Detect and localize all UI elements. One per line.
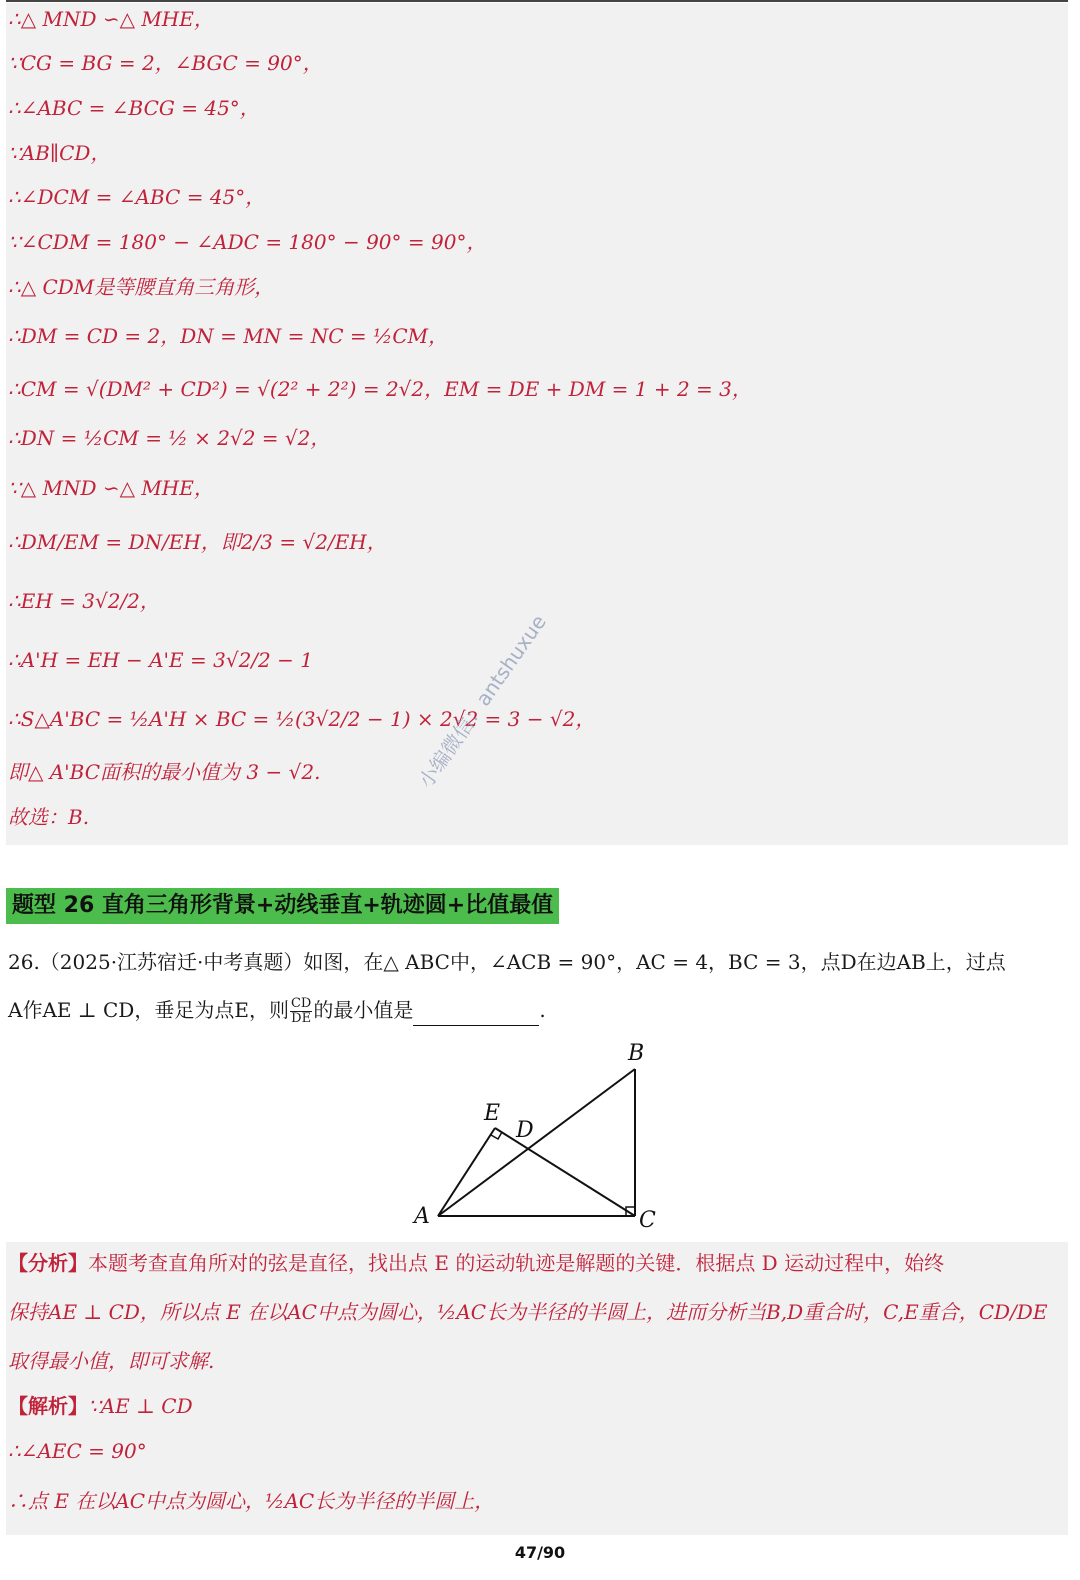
question-end: . bbox=[539, 998, 546, 1022]
question-line-2 bbox=[8, 994, 546, 1026]
section-heading: 题型 26 直角三角形背景+动线垂直+轨迹圆+比值最值 bbox=[6, 888, 559, 924]
solution2-line-2: ∴∠AEC = 90° bbox=[8, 1439, 147, 1463]
frac-num: CD bbox=[290, 996, 312, 1011]
solution-line: 即△ A'BC面积的最小值为 3 − √2. bbox=[8, 760, 321, 784]
solution-line: ∵△ MND ∽△ MHE， bbox=[8, 476, 214, 500]
solution2-line-1 bbox=[8, 1393, 193, 1419]
watermark: 小编微信：antshuxue bbox=[413, 610, 551, 793]
solution-line: ∴DN = ½CM = ½ × 2√2 = √2， bbox=[8, 426, 331, 450]
solution-line: ∵CG = BG = 2，∠BGC = 90°， bbox=[8, 51, 323, 75]
top-rule bbox=[6, 0, 1068, 2]
solution-line: ∴∠DCM = ∠ABC = 45°， bbox=[8, 185, 266, 209]
analysis-tag: 【分析】 bbox=[8, 1251, 88, 1275]
label-d: D bbox=[516, 1118, 534, 1143]
solution-line: ∴A'H = EH − A'E = 3√2/2 − 1 bbox=[8, 648, 313, 672]
solution-line: ∴△ MND ∽△ MHE， bbox=[8, 7, 214, 31]
solution-line: ∴△ CDM是等腰直角三角形， bbox=[8, 275, 275, 299]
segment-ae bbox=[438, 1128, 495, 1216]
solution-line: ∵AB∥CD， bbox=[8, 141, 111, 165]
solution-line: ∴EH = 3√2/2， bbox=[8, 589, 160, 613]
label-e: E bbox=[484, 1101, 501, 1126]
label-b: B bbox=[628, 1041, 645, 1066]
analysis-line-2: 保持AE ⊥ CD，所以点 E 在以AC中点为圆心，½AC长为半径的半圆上，进而分析当B,D重合时，C,E重合，CD/DE bbox=[8, 1300, 1048, 1324]
solution-tag: 【解析】 bbox=[8, 1394, 88, 1418]
solution-line: ∴DM/EM = DN/EH，即2/3 = √2/EH， bbox=[8, 530, 387, 554]
solution-line: ∴CM = √(DM² + CD²) = √(2² + 2²) = 2√2，EM = DE + DM = 1 + 2 = 3， bbox=[8, 377, 752, 401]
analysis-text: 本题考查直角所对的弦是直径，找出点 E 的运动轨迹是解题的关键．根据点 D 运动过程中，始终 bbox=[88, 1251, 945, 1275]
answer-blank[interactable] bbox=[413, 1005, 539, 1026]
frac-den: DE bbox=[291, 1011, 312, 1026]
question-line-1: 26.（2025·江苏宿迁·中考真题）如图，在△ ABC中，∠ACB = 90°，AC = 4，BC = 3，点D在边AB上，过点 bbox=[8, 950, 1006, 974]
analysis-line-3: 取得最小值，即可求解. bbox=[8, 1349, 215, 1373]
analysis-line-1 bbox=[8, 1250, 944, 1276]
solution-line: ∴S△A'BC = ½A'H × BC = ½(3√2/2 − 1) × 2√2 = 3 − √2， bbox=[8, 707, 596, 731]
solution2-text: ∵AE ⊥ CD bbox=[88, 1394, 193, 1418]
solution-line: ∴DM = CD = 2，DN = MN = NC = ½CM， bbox=[8, 324, 449, 348]
label-a: A bbox=[414, 1204, 430, 1229]
solution-line: ∴∠ABC = ∠BCG = 45°， bbox=[8, 96, 260, 120]
solution2-line-3: ∴点 E 在以AC中点为圆心，½AC长为半径的半圆上， bbox=[8, 1489, 495, 1513]
triangle-figure bbox=[400, 1036, 680, 1236]
label-c: C bbox=[639, 1208, 656, 1233]
solution-line: ∵∠CDM = 180° − ∠ADC = 180° − 90° = 90°， bbox=[8, 230, 487, 254]
page-number: 47/90 bbox=[514, 1543, 566, 1562]
question-prefix: A作AE ⊥ CD，垂足为点E，则 bbox=[8, 998, 289, 1022]
solution-line: 故选：B. bbox=[8, 805, 90, 829]
cd-de-fraction bbox=[290, 997, 312, 1026]
question-suffix: 的最小值是 bbox=[313, 998, 414, 1022]
segment-ab bbox=[438, 1069, 635, 1216]
